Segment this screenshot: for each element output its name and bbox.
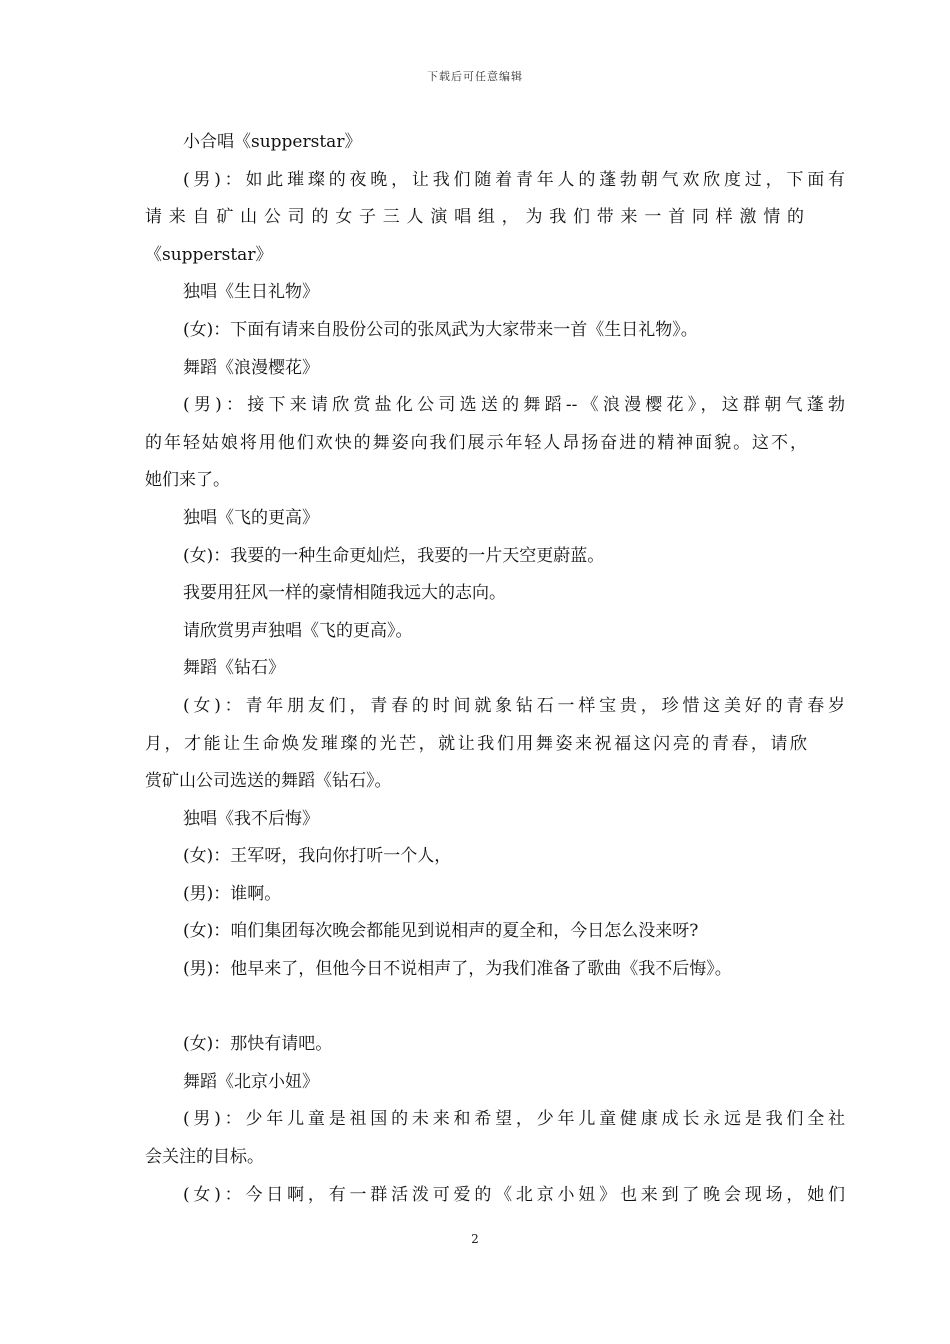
program-title: 舞蹈《北京小妞》 bbox=[183, 1071, 319, 1092]
program-title: 舞蹈《浪漫樱花》 bbox=[183, 357, 319, 378]
paragraph-line: 《supperstar》 bbox=[145, 244, 273, 265]
paragraph-line: (女)：今日啊，有一群活泼可爱的《北京小妞》也来到了晚会现场，她们 bbox=[183, 1184, 845, 1205]
paragraph-line: (女)：那快有请吧。 bbox=[183, 1034, 333, 1055]
paragraph-line: (女)：青年朋友们，青春的时间就象钻石一样宝贵，珍惜这美好的青春岁 bbox=[183, 695, 845, 716]
program-title: 独唱《生日礼物》 bbox=[183, 282, 319, 303]
paragraph-line: 她们来了。 bbox=[145, 470, 230, 491]
paragraph-line: (男)：他早来了，但他今日不说相声了，为我们准备了歌曲《我不后悔》。 bbox=[183, 959, 732, 980]
paragraph-line: (女)：王军呀，我向你打听一个人， bbox=[183, 846, 452, 867]
program-title: 独唱《我不后悔》 bbox=[183, 808, 319, 829]
paragraph-line: (男)：少年儿童是祖国的未来和希望，少年儿童健康成长永远是我们全社 bbox=[183, 1109, 845, 1130]
paragraph-line: (男)：谁啊。 bbox=[183, 883, 282, 904]
paragraph-line: 请欣赏男声独唱《飞的更高》。 bbox=[183, 620, 413, 641]
program-title: 舞蹈《钻石》 bbox=[183, 658, 285, 679]
paragraph-line: 月，才能让生命焕发璀璨的光芒，就让我们用舞姿来祝福这闪亮的青春，请欣 bbox=[145, 733, 807, 754]
paragraph-line: 请来自矿山公司的女子三人演唱组，为我们带来一首同样激情的 bbox=[145, 207, 807, 228]
paragraph-line: (女)：下面有请来自股份公司的张凤武为大家带来一首《生日礼物》。 bbox=[183, 319, 698, 340]
program-title: 小合唱《supperstar》 bbox=[183, 132, 362, 152]
paragraph-line: (女)：我要的一种生命更灿烂，我要的一片天空更蔚蓝。 bbox=[183, 545, 605, 566]
program-title: 独唱《飞的更高》 bbox=[183, 507, 319, 528]
paragraph-line: (男)：如此璀璨的夜晚，让我们随着青年人的蓬勃朝气欢欣度过，下面有 bbox=[183, 169, 845, 190]
page-number: 2 bbox=[471, 1232, 479, 1246]
paragraph-line: 我要用狂风一样的豪情相随我远大的志向。 bbox=[183, 583, 506, 604]
page-header: 下载后可任意编辑 bbox=[427, 70, 523, 83]
paragraph-line: (女)：咱们集团每次晚会都能见到说相声的夏全和，今日怎么没来呀? bbox=[183, 921, 699, 942]
paragraph-line: (男)：接下来请欣赏盐化公司选送的舞蹈--《浪漫樱花》，这群朝气蓬勃 bbox=[183, 395, 845, 416]
paragraph-line: 会关注的目标。 bbox=[145, 1147, 264, 1168]
document-body bbox=[145, 124, 845, 1214]
blank-line bbox=[145, 989, 807, 1027]
paragraph-line: 赏矿山公司选送的舞蹈《钻石》。 bbox=[145, 771, 392, 792]
paragraph-line: 的年轻姑娘将用他们欢快的舞姿向我们展示年轻人昂扬奋进的精神面貌。这不， bbox=[145, 432, 807, 453]
